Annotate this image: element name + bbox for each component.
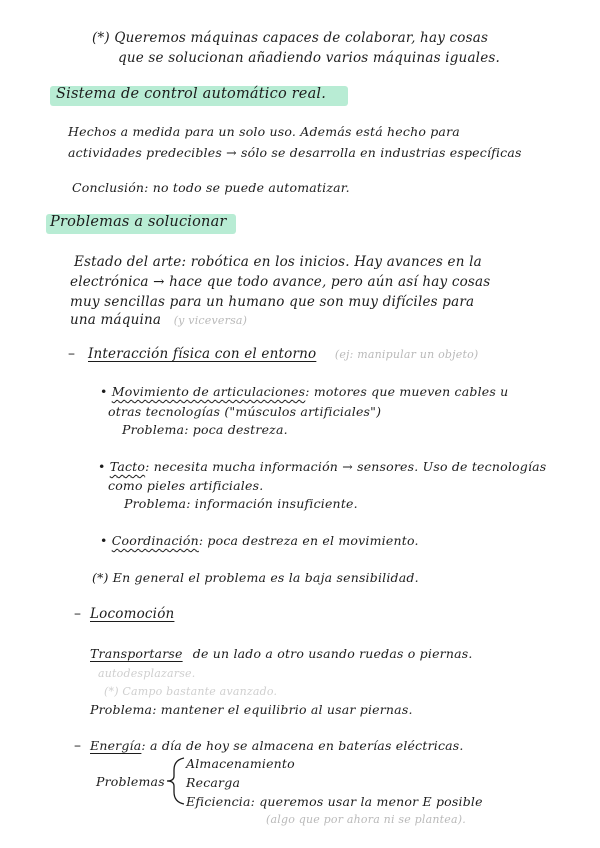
locomocion-title: [90, 606, 174, 622]
tacto-text: : necesita mucha información → sensores. Uso de tecnologías: [145, 459, 547, 474]
energia-text: : a día de hoy se almacena en baterías eléctricas.: [141, 738, 464, 753]
problemas-label: Problemas: [96, 774, 165, 789]
tacto-line-2: como pieles artificiales.: [108, 478, 264, 493]
problema-item-3: Eficiencia: queremos usar la menor E posible: [186, 794, 483, 809]
locomocion-term: Transportarse: [90, 646, 183, 661]
bullet-dot: •: [100, 384, 112, 399]
coordinacion-text: : poca destreza en el movimiento.: [198, 533, 419, 548]
locomocion-faint-1: autodesplazarse.: [98, 667, 196, 680]
problema-item-1: Almacenamiento: [186, 756, 295, 771]
locomocion-title-text: Locomoción: [90, 606, 175, 622]
locomocion-text: de un lado a otro usando ruedas o piernas.: [192, 646, 473, 661]
coordinacion-term: Coordinación: [111, 533, 199, 548]
locomocion-faint-2: (*) Campo bastante avanzado.: [104, 685, 278, 698]
estado-line-3: muy sencillas para un humano que son muy difíciles para: [70, 294, 475, 310]
estado-line-4: [70, 312, 247, 328]
curly-brace-icon: [164, 756, 186, 806]
problema-item-2: Recarga: [186, 775, 241, 790]
interaccion-note: (*) En general el problema es la baja sensibilidad.: [92, 570, 419, 585]
interaccion-aside: (ej: manipular un objeto): [334, 348, 479, 361]
tacto-problema: Problema: información insuficiente.: [124, 496, 358, 511]
movimiento-term: Movimiento de articulaciones: [111, 384, 306, 399]
locomocion-problema: Problema: mantener el equilibrio al usar piernas.: [90, 702, 413, 717]
tacto-term: Tacto: [109, 459, 146, 474]
estado-line-1: Estado del arte: robótica en los inicios. Hay avances en la: [74, 254, 482, 270]
energia-aside: (algo que por ahora ni se plantea).: [266, 813, 466, 826]
movimiento-line-2: otras tecnologías ("músculos artificiales"): [108, 404, 382, 419]
tacto-line-1: [98, 459, 546, 474]
section-heading-control: Sistema de control automático real.: [56, 86, 327, 102]
locomocion-line-1: [90, 646, 473, 661]
dash-bullet: –: [74, 738, 81, 754]
energia-line-1: [90, 738, 464, 753]
interaccion-title-line: [88, 346, 478, 362]
bullet-dot: •: [98, 459, 110, 474]
estado-aside: (y viceversa): [173, 314, 248, 327]
bullet-dot: •: [100, 533, 112, 548]
energia-title: Energía: [90, 738, 142, 753]
dash-bullet: –: [74, 606, 81, 622]
note-line-2: que se solucionan añadiendo varios máquinas iguales.: [118, 50, 501, 66]
coordinacion-line: [100, 533, 419, 548]
estado-line-2: electrónica → hace que todo avance, pero aún así hay cosas: [70, 274, 491, 290]
conclusion-line: Conclusión: no todo se puede automatizar.: [72, 180, 350, 195]
note-line-1: (*) Queremos máquinas capaces de colaborar, hay cosas: [92, 30, 489, 46]
dash-bullet: –: [68, 346, 75, 362]
para-line-1: Hechos a medida para un solo uso. Además está hecho para: [68, 124, 460, 139]
section-heading-problemas: Problemas a solucionar: [50, 214, 227, 230]
estado-line-4-text: una máquina: [70, 312, 162, 328]
para-line-2: actividades predecibles → sólo se desarrolla en industrias específicas: [68, 145, 522, 160]
movimiento-problema: Problema: poca destreza.: [122, 422, 288, 437]
movimiento-line-1: [100, 384, 508, 399]
movimiento-text: : motores que mueven cables u: [305, 384, 509, 399]
interaccion-title: Interacción física con el entorno: [88, 346, 317, 362]
